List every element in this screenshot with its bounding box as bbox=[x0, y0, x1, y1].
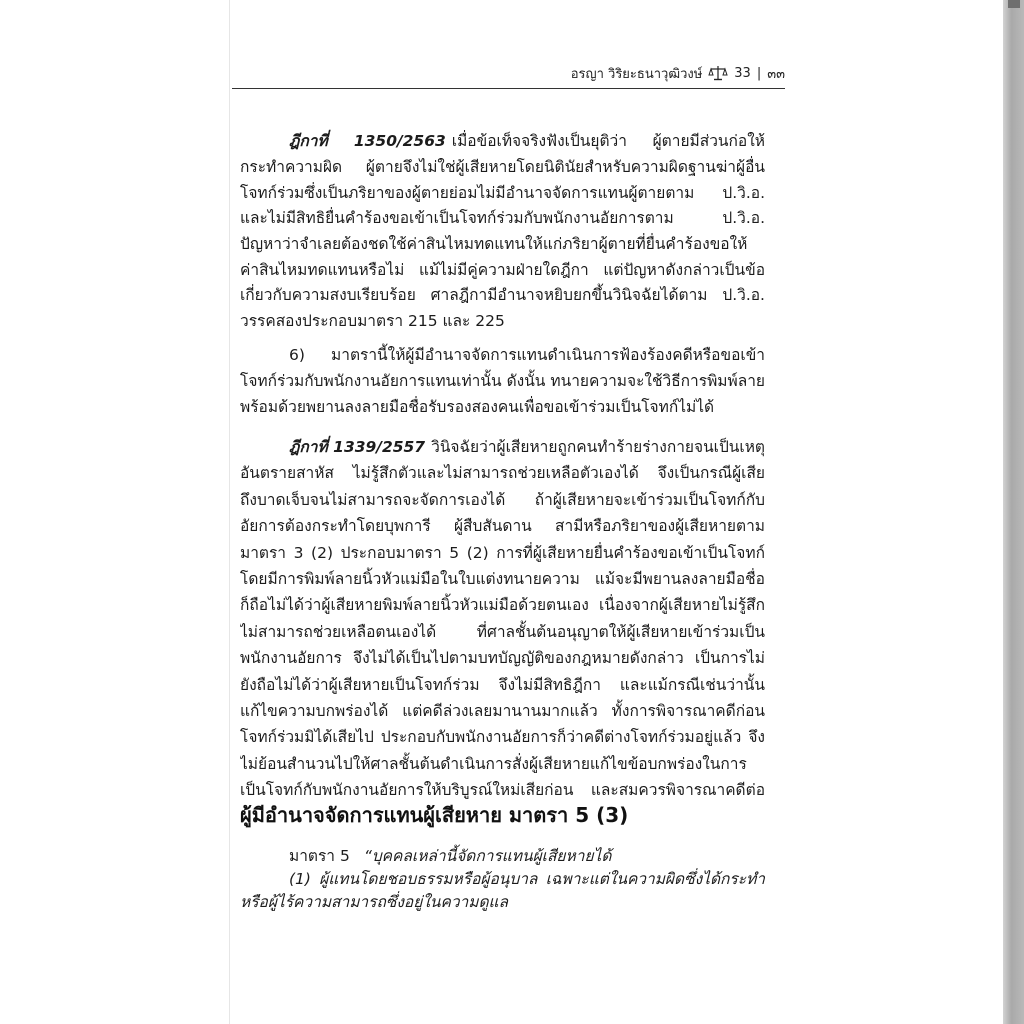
paragraph-3-line: พนักงานอัยการ จึงไม่ได้เป็นไปตามบทบัญญัติของกฎหมายดังกล่าว เป็นการไม่ bbox=[240, 649, 765, 667]
case-citation: ฎีกาที่ 1350/2563 bbox=[289, 132, 446, 150]
page-spine-line bbox=[229, 0, 230, 1024]
paragraph-3-line: แก้ไขความบกพร่องได้ แต่คดีล่วงเลยมานานมากแล้ว ทั้งการพิจารณาคดีก่อน bbox=[240, 702, 765, 720]
paragraph-3-line: เป็นโจทก์กับพนักงานอัยการให้บริบูรณ์ใหม่เสียก่อน และสมควรพิจารณาคดีต่อ bbox=[240, 781, 765, 799]
header-author: อรญา วิริยะธนาวุฒิวงษ์ bbox=[570, 66, 703, 82]
statute-item-line: หรือผู้ไร้ความสามารถซึ่งอยู่ในความดูแล bbox=[240, 893, 509, 911]
paragraph-3-line: ยังถือไม่ได้ว่าผู้เสียหายเป็นโจทก์ร่วม จึงไม่มีสิทธิฎีกา และแม้กรณีเช่นว่านั้น bbox=[240, 676, 765, 694]
paragraph-3-line: ถึงบาดเจ็บจนไม่สามารถจะจัดการเองได้ ถ้าผู้เสียหายจะเข้าร่วมเป็นโจทก์กับ bbox=[240, 491, 765, 509]
statute-quote: “บุคคลเหล่านี้จัดการแทนผู้เสียหายได้ bbox=[363, 847, 612, 865]
paragraph-1-line: วรรคสองประกอบมาตรา 215 และ 225 bbox=[240, 312, 505, 330]
paragraph-1-line: ปัญหาว่าจำเลยต้องชดใช้ค่าสินไหมทดแทนให้แก่ภริยาผู้ตายที่ยื่นคำร้องขอให้ bbox=[240, 235, 748, 253]
case-citation: ฎีกาที่ 1339/2557 bbox=[289, 438, 426, 456]
header-separator: | bbox=[756, 65, 762, 81]
paragraph-3-line: มาตรา 3 (2) ประกอบมาตรา 5 (2) การที่ผู้เสียหายยื่นคำร้องขอเข้าเป็นโจทก์ bbox=[240, 544, 765, 562]
paragraph-1-line: กระทำความผิด ผู้ตายจึงไม่ใช่ผู้เสียหายโดยนิตินัยสำหรับความผิดฐานฆ่าผู้อื่น bbox=[240, 158, 765, 176]
paragraph-1-line: เกี่ยวกับความสงบเรียบร้อย ศาลฎีกามีอำนาจหยิบยกขึ้นวินิจฉัยได้ตาม ป.วิ.อ. bbox=[240, 286, 765, 304]
paragraph-3-line: ไม่สามารถช่วยเหลือตนเองได้ ที่ศาลชั้นต้นอนุญาตให้ผู้เสียหายเข้าร่วมเป็น bbox=[240, 623, 765, 641]
scales-icon bbox=[708, 65, 728, 81]
paragraph-1-text: เมื่อข้อเท็จจริงฟังเป็นยุติว่า ผู้ตายมีส่วนก่อให้ bbox=[451, 132, 765, 150]
paragraph-1-line: ค่าสินไหมทดแทนหรือไม่ แม้ไม่มีคู่ความฝ่ายใดฎีกา แต่ปัญหาดังกล่าวเป็นข้อ bbox=[240, 261, 765, 279]
paragraph-3-line: อัยการต้องกระทำโดยบุพการี ผู้สืบสันดาน สามีหรือภริยาของผู้เสียหายตาม bbox=[240, 517, 765, 535]
paragraph-3-line: ไม่ย้อนสำนวนไปให้ศาลชั้นต้นดำเนินการสั่งผู้เสียหายแก้ไขข้อบกพร่องในการ bbox=[240, 755, 747, 773]
paragraph-3-line: โจทก์ร่วมมิได้เสียไป ประกอบกับพนักงานอัยการก็ว่าคดีต่างโจทก์ร่วมอยู่แล้ว จึง bbox=[240, 728, 765, 746]
paragraph-2-line: 6) มาตรานี้ให้ผู้มีอำนาจจัดการแทนดำเนินการฟ้องร้องคดีหรือขอเข้า bbox=[289, 346, 765, 364]
paragraph-2-line: พร้อมด้วยพยานลงลายมือชื่อรับรองสองคนเพื่อขอเข้าร่วมเป็นโจทก์ไม่ได้ bbox=[240, 398, 715, 416]
statute-item-line: (1) ผู้แทนโดยชอบธรรมหรือผู้อนุบาล เฉพาะแต่ในความผิดซึ่งได้กระทำ bbox=[289, 870, 765, 888]
paragraph-3-line: ก็ถือไม่ได้ว่าผู้เสียหายพิมพ์ลายนิ้วหัวแม่มือด้วยตนเอง เนื่องจากผู้เสียหายไม่รู้สึก bbox=[240, 596, 765, 614]
statute-label: มาตรา 5 bbox=[289, 847, 350, 865]
header-page-number: 33 bbox=[734, 65, 751, 81]
paragraph-2-line: โจทก์ร่วมกับพนักงานอัยการแทนเท่านั้น ดังนั้น ทนายความจะใช้วิธีการพิมพ์ลาย bbox=[240, 372, 765, 390]
header-page-number-thai: ๓๓ bbox=[767, 66, 785, 82]
section-heading: ผู้มีอำนาจจัดการแทนผู้เสียหาย มาตรา 5 (3) bbox=[240, 803, 629, 827]
header-rule bbox=[232, 88, 785, 89]
paragraph-3-text: วินิจฉัยว่าผู้เสียหายถูกคนทำร้ายร่างกายจนเป็นเหตุ bbox=[431, 438, 765, 456]
running-header bbox=[232, 62, 785, 84]
page-edge-strip bbox=[1003, 0, 1024, 1024]
paragraph-3-line: โดยมีการพิมพ์ลายนิ้วหัวแม่มือในใบแต่งทนายความ แม้จะมีพยานลงลายมือชื่อ bbox=[240, 570, 765, 588]
paragraph-3-line: อันตรายสาหัส ไม่รู้สึกตัวและไม่สามารถช่วยเหลือตัวเองได้ จึงเป็นกรณีผู้เสีย bbox=[240, 464, 765, 482]
paragraph-1-line bbox=[289, 128, 765, 154]
page-edge-mark bbox=[1008, 0, 1020, 8]
paragraph-3-line bbox=[289, 434, 765, 460]
paragraph-1-line: และไม่มีสิทธิยื่นคำร้องขอเข้าเป็นโจทก์ร่วมกับพนักงานอัยการตาม ป.วิ.อ. bbox=[240, 209, 765, 227]
paragraph-1-line: โจทก์ร่วมซึ่งเป็นภริยาของผู้ตายย่อมไม่มีอำนาจจัดการแทนผู้ตายตาม ป.วิ.อ. bbox=[240, 184, 765, 202]
